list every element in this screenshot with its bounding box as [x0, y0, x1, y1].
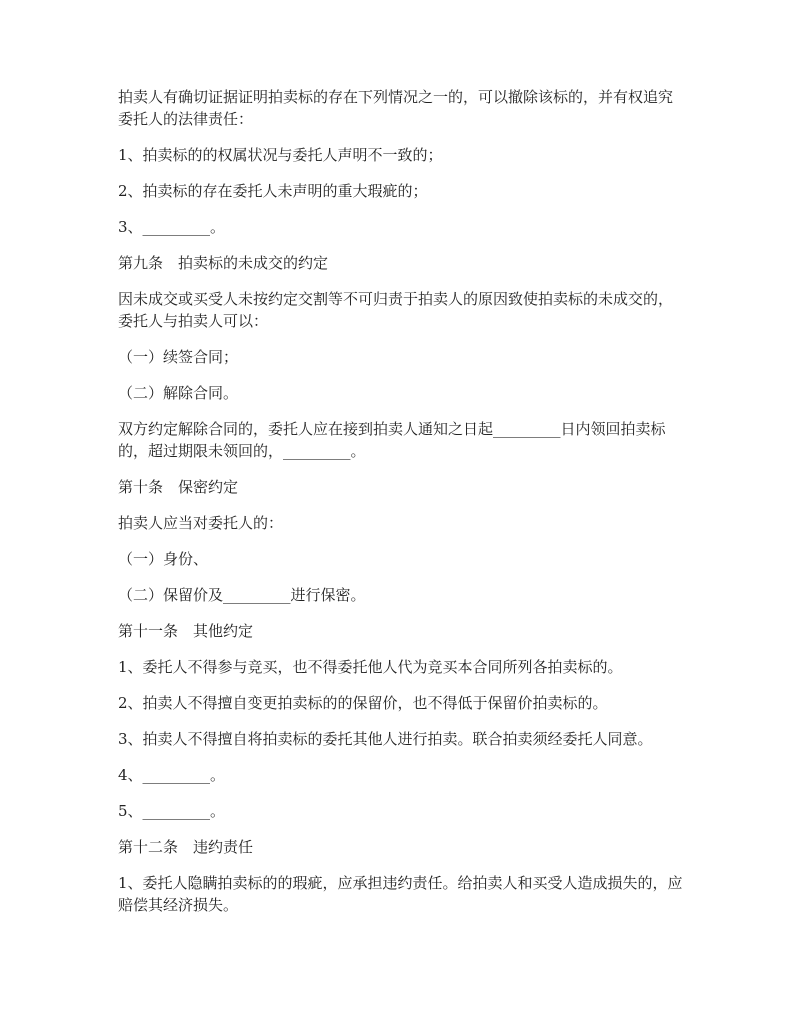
document-page [118, 86, 683, 930]
paragraph-other-item-4: 4、_________。 [118, 766, 226, 784]
paragraph-unsold-option-1: （一）续签合同； [118, 348, 239, 366]
heading-article-9: 第九条 拍卖标的未成交的约定 [118, 254, 329, 272]
paragraph-other-item-3: 3、拍卖人不得擅自将拍卖标的委托其他人进行拍卖。联合拍卖须经委托人同意。 [118, 730, 653, 748]
heading-article-10: 第十条 保密约定 [118, 478, 239, 496]
heading-article-11: 第十一条 其他约定 [118, 622, 254, 640]
paragraph-confidentiality-item-2: （二）保留价及_________进行保密。 [118, 586, 366, 604]
paragraph-unsold-intro: 因未成交或买受人未按约定交割等不可归责于拍卖人的原因致使拍卖标的未成交的，委托人与拍卖人可以： [118, 290, 674, 330]
paragraph-other-item-5: 5、_________。 [118, 802, 226, 820]
paragraph-unsold-option-2: （二）解除合同。 [118, 384, 239, 402]
paragraph-confidentiality-intro: 拍卖人应当对委托人的： [118, 514, 284, 532]
paragraph-revocation-item-1: 1、拍卖标的的权属状况与委托人声明不一致的； [118, 146, 443, 164]
paragraph-revocation-intro: 拍卖人有确切证据证明拍卖标的存在下列情况之一的，可以撤除该标的，并有权追究委托人的法律责任： [118, 88, 674, 128]
paragraph-other-item-2: 2、拍卖人不得擅自变更拍卖标的的保留价，也不得低于保留价拍卖标的。 [118, 694, 608, 712]
paragraph-revocation-item-3: 3、_________。 [118, 218, 226, 236]
paragraph-termination-terms: 双方约定解除合同的，委托人应在接到拍卖人通知之日起_________日内领回拍卖标的，超过期限未领回的，_________。 [118, 420, 666, 460]
paragraph-confidentiality-item-1: （一）身份、 [118, 550, 209, 568]
paragraph-other-item-1: 1、委托人不得参与竞买，也不得委托他人代为竞买本合同所列各拍卖标的。 [118, 658, 623, 676]
paragraph-revocation-item-2: 2、拍卖标的存在委托人未声明的重大瑕疵的； [118, 182, 428, 200]
paragraph-breach-item-1: 1、委托人隐瞒拍卖标的的瑕疵，应承担违约责任。给拍卖人和买受人造成损失的，应赔偿其经济损失。 [118, 874, 683, 914]
heading-article-12: 第十二条 违约责任 [118, 838, 254, 856]
